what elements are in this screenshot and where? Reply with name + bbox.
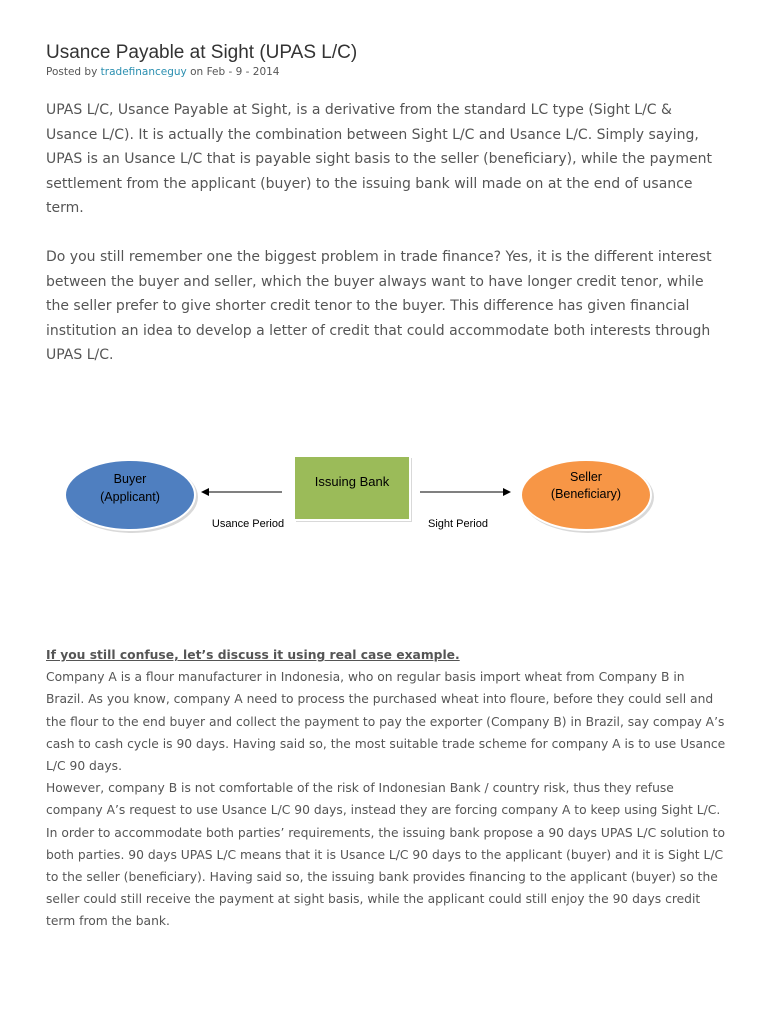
post-meta	[46, 66, 279, 78]
case-example-section	[46, 644, 726, 933]
usance-period-label: Usance Period	[211, 518, 285, 530]
upas-flow-diagram	[60, 450, 670, 550]
post-date: Feb - 9 - 2014	[206, 66, 280, 78]
intro-paragraph-2: Do you still remember one the biggest problem in trade finance? Yes, it is the different interest between the buyer and seller, which the buyer always want to have longer credit tenor, while the seller prefer to give shorter credit tenor to the buyer. This difference has given financial institution an idea to develop a letter of credit that could accommodate both interests through UPAS L/C.	[46, 249, 712, 363]
author-link[interactable]: tradefinanceguy	[100, 66, 187, 78]
article-title: Usance Payable at Sight (UPAS L/C)	[46, 42, 358, 63]
issuing-bank-label: Issuing Bank	[314, 474, 390, 489]
seller-role-label: (Beneficiary)	[550, 487, 622, 501]
case-heading: If you still confuse, let’s discuss it using real case example.	[46, 648, 460, 662]
buyer-label: Buyer	[113, 472, 147, 486]
case-paragraph-2: However, company B is not comfortable of the risk of Indonesian Bank / country risk, thus they refuse company A’s request to use Usance L/C 90 days, instead they are forcing company A to keep using Sight L/C.	[46, 781, 721, 818]
intro-paragraph-1: UPAS L/C, Usance Payable at Sight, is a derivative from the standard LC type (Sight L/C & Usance L/C). It is actually the combination between Sight L/C and Usance L/C. Simply saying, UPAS is an Usance L/C that is payable sight basis to the seller (beneficiary), while the payment settlement from the applicant (buyer) to the issuing bank will made on at the end of usance term.	[46, 102, 712, 216]
posted-by-label: Posted by	[46, 66, 98, 78]
case-paragraph-3: In order to accommodate both parties’ requirements, the issuing bank propose a 90 days UPAS L/C solution to both parties. 90 days UPAS L/C means that it is Usance L/C 90 days to the applicant (buyer) and it is Sight L/C to the seller (beneficiary). Having said so, the issuing bank provides financing to the applicant (buyer) so the seller could still receive the payment at sight basis, while the applicant could still enjoy the 90 days credit term from the bank.	[46, 825, 726, 929]
intro-section	[46, 98, 726, 392]
seller-label: Seller	[570, 470, 602, 484]
date-prefix: on	[190, 66, 204, 78]
sight-period-label: Sight Period	[428, 518, 488, 530]
case-paragraph-1: Company A is a flour manufacturer in Indonesia, who on regular basis import wheat from Company B in Brazil. As you know, company A need to process the purchased wheat into floure, before they could sell and the flour to the end buyer and collect the payment to pay the exporter (Company B) in Brazil, say compay A’s cash to cash cycle is 90 days. Having said so, the most suitable trade scheme for company A is to use Usance L/C 90 days.	[46, 670, 726, 774]
buyer-role-label: (Applicant)	[100, 490, 160, 504]
